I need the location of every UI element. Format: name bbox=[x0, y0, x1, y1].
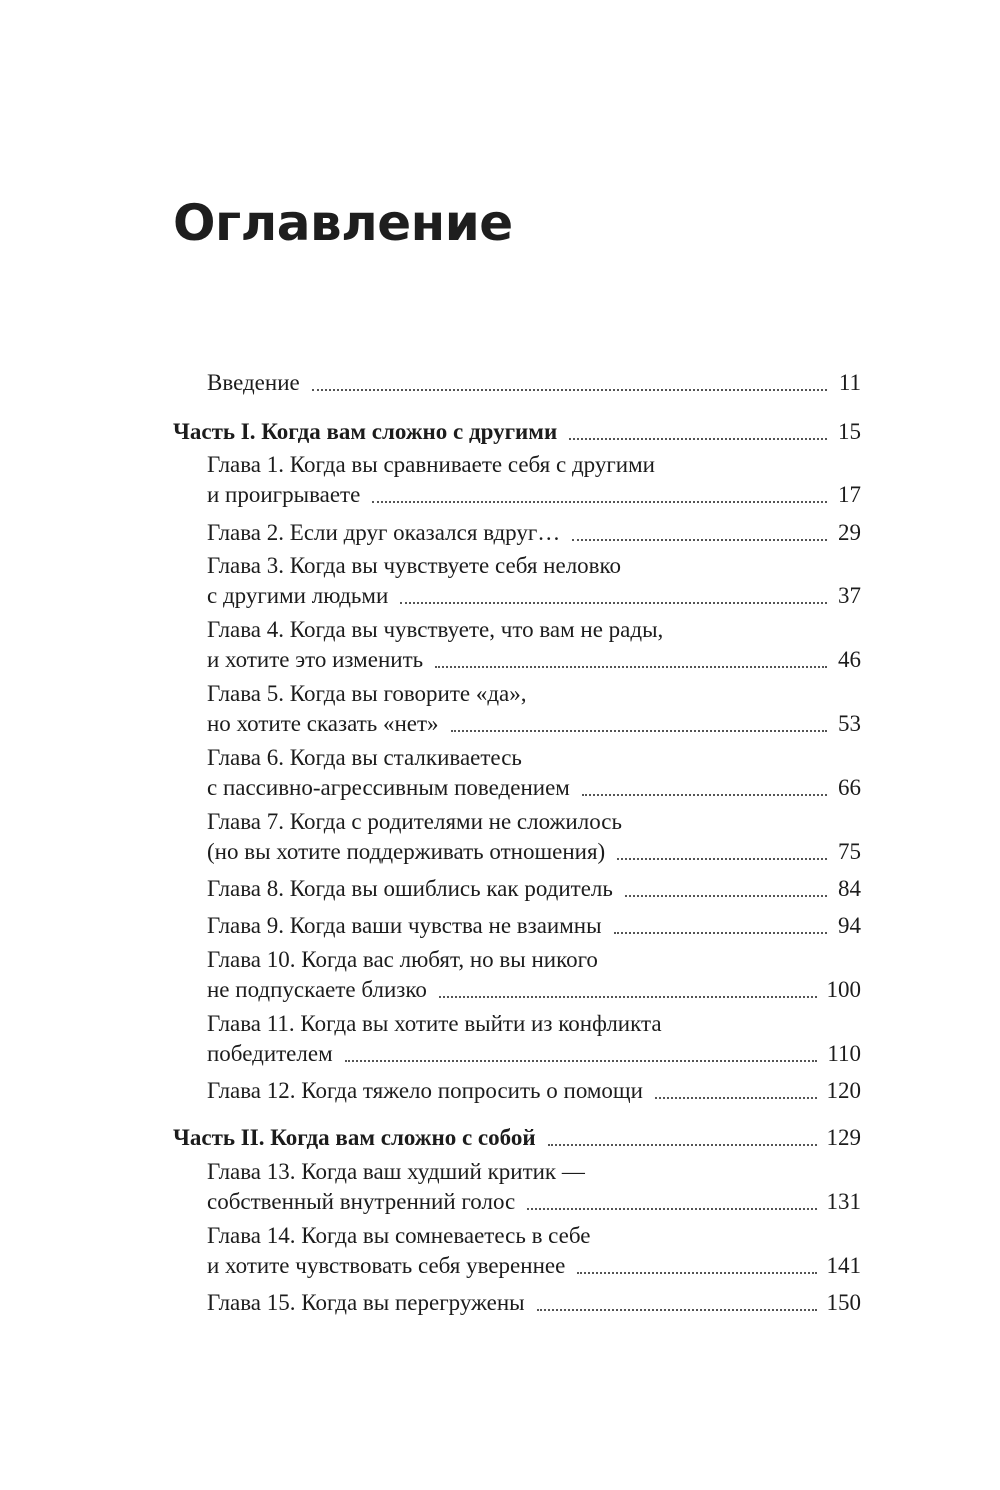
dot-leader bbox=[435, 666, 827, 668]
entry-title-line: Часть II. Когда вам сложно с собой bbox=[173, 1125, 536, 1150]
dot-leader bbox=[572, 539, 827, 541]
entry-title-line: и хотите это изменить bbox=[207, 647, 424, 672]
page-number: 17 bbox=[838, 482, 861, 507]
entry-title-line: и проигрываете bbox=[207, 482, 361, 507]
entry-title-line: Часть I. Когда вам сложно с другими bbox=[173, 419, 558, 444]
toc-chapter-entry[interactable] bbox=[207, 450, 861, 510]
dot-leader bbox=[439, 996, 817, 998]
entry-title-line: Глава 7. Когда с родителями не сложилось bbox=[207, 809, 622, 834]
dot-leader bbox=[451, 730, 827, 732]
page-number: 75 bbox=[838, 839, 861, 864]
entry-last-line bbox=[207, 1288, 861, 1318]
entry-last-line bbox=[207, 874, 861, 904]
entry-title-line: Введение bbox=[207, 370, 300, 395]
page-number: 29 bbox=[838, 520, 861, 545]
entry-title-line: Глава 15. Когда вы перегружены bbox=[207, 1290, 525, 1315]
entry-last-line bbox=[207, 1251, 861, 1281]
entry-title-line: Глава 13. Когда ваш худший критик — bbox=[207, 1159, 585, 1184]
entry-last-line bbox=[207, 1187, 861, 1217]
toc-chapter-entry[interactable] bbox=[207, 874, 861, 904]
entry-last-line bbox=[207, 1039, 861, 1069]
toc-chapter-entry[interactable] bbox=[207, 1288, 861, 1318]
entry-title-line: Глава 6. Когда вы сталкиваетесь bbox=[207, 745, 522, 770]
page-number: 129 bbox=[826, 1125, 861, 1150]
entry-title-line: Глава 11. Когда вы хотите выйти из конфликта bbox=[207, 1011, 662, 1036]
toc-chapter-entry[interactable] bbox=[207, 1221, 861, 1281]
entry-last-line bbox=[207, 911, 861, 941]
page-number: 11 bbox=[838, 370, 861, 395]
entry-last-line bbox=[207, 645, 861, 675]
page-number: 150 bbox=[826, 1290, 861, 1315]
page-number: 46 bbox=[838, 647, 861, 672]
toc-chapter-entry[interactable] bbox=[207, 743, 861, 803]
entry-title-line: и хотите чувствовать себя увереннее bbox=[207, 1253, 566, 1278]
entry-title-line: с пассивно-агрессивным поведением bbox=[207, 775, 570, 800]
dot-leader bbox=[537, 1309, 817, 1311]
toc-chapter-entry[interactable] bbox=[207, 807, 861, 867]
entry-last-line bbox=[207, 975, 861, 1005]
entry-title-line: Глава 4. Когда вы чувствуете, что вам не рады, bbox=[207, 617, 664, 642]
page-number: 66 bbox=[838, 775, 861, 800]
entry-last-line bbox=[207, 480, 861, 510]
page-number: 120 bbox=[826, 1078, 861, 1103]
entry-last-line bbox=[207, 368, 861, 398]
dot-leader bbox=[345, 1060, 818, 1062]
entry-last-line bbox=[207, 1076, 861, 1106]
page-number: 94 bbox=[838, 913, 861, 938]
entry-title-line: Глава 14. Когда вы сомневаетесь в себе bbox=[207, 1223, 591, 1248]
dot-leader bbox=[614, 932, 827, 934]
dot-leader bbox=[625, 895, 827, 897]
page-number: 15 bbox=[838, 419, 861, 444]
entry-title-line: Глава 3. Когда вы чувствуете себя неловко bbox=[207, 553, 622, 578]
dot-leader bbox=[400, 602, 827, 604]
entry-title-line: Глава 8. Когда вы ошиблись как родитель bbox=[207, 876, 613, 901]
entry-last-line bbox=[207, 518, 861, 548]
entry-last-line bbox=[207, 581, 861, 611]
entry-title-line: не подпускаете близко bbox=[207, 977, 427, 1002]
toc-chapter-entry[interactable] bbox=[207, 1076, 861, 1106]
entry-title-line: Глава 1. Когда вы сравниваете себя с другими bbox=[207, 452, 655, 477]
toc-chapter-entry[interactable] bbox=[207, 518, 861, 548]
dot-leader bbox=[372, 501, 827, 503]
toc-chapter-entry[interactable] bbox=[207, 368, 861, 398]
entry-title-line: Глава 12. Когда тяжело попросить о помощи bbox=[207, 1078, 643, 1103]
dot-leader bbox=[569, 438, 827, 440]
toc-chapter-entry[interactable] bbox=[207, 1009, 861, 1069]
toc-chapter-entry[interactable] bbox=[207, 911, 861, 941]
entry-title-line: Глава 5. Когда вы говорите «да», bbox=[207, 681, 527, 706]
dot-leader bbox=[655, 1097, 817, 1099]
entry-title-line: (но вы хотите поддерживать отношения) bbox=[207, 839, 606, 864]
entry-title-line: Глава 9. Когда ваши чувства не взаимны bbox=[207, 913, 602, 938]
page-number: 84 bbox=[838, 876, 861, 901]
entry-last-line bbox=[207, 773, 861, 803]
dot-leader bbox=[312, 389, 827, 391]
page-number: 53 bbox=[838, 711, 861, 736]
toc-chapter-entry[interactable] bbox=[207, 615, 861, 675]
dot-leader bbox=[527, 1208, 816, 1210]
dot-leader bbox=[617, 858, 827, 860]
entry-title-line: Глава 10. Когда вас любят, но вы никого bbox=[207, 947, 598, 972]
entry-title-line: собственный внутренний голос bbox=[207, 1189, 516, 1214]
toc-chapter-entry[interactable] bbox=[207, 945, 861, 1005]
page-number: 100 bbox=[826, 977, 861, 1002]
page-number: 131 bbox=[826, 1189, 861, 1214]
dot-leader bbox=[577, 1272, 816, 1274]
dot-leader bbox=[548, 1144, 817, 1146]
toc-chapter-entry[interactable] bbox=[207, 679, 861, 739]
entry-last-line bbox=[207, 837, 861, 867]
toc-chapter-entry[interactable] bbox=[207, 1157, 861, 1217]
page-title: Оглавление bbox=[173, 194, 513, 252]
page-number: 37 bbox=[838, 583, 861, 608]
entry-title-line: но хотите сказать «нет» bbox=[207, 711, 439, 736]
entry-title-line: Глава 2. Если друг оказался вдруг… bbox=[207, 520, 561, 545]
page-number: 110 bbox=[827, 1041, 861, 1066]
toc-part-entry[interactable] bbox=[173, 1123, 861, 1153]
entry-last-line bbox=[173, 1123, 861, 1153]
entry-title-line: победителем bbox=[207, 1041, 333, 1066]
entry-last-line bbox=[173, 417, 861, 447]
page-number: 141 bbox=[826, 1253, 861, 1278]
entry-title-line: с другими людьми bbox=[207, 583, 389, 608]
entry-last-line bbox=[207, 709, 861, 739]
dot-leader bbox=[582, 794, 827, 796]
toc-part-entry[interactable] bbox=[173, 417, 861, 447]
toc-chapter-entry[interactable] bbox=[207, 551, 861, 611]
